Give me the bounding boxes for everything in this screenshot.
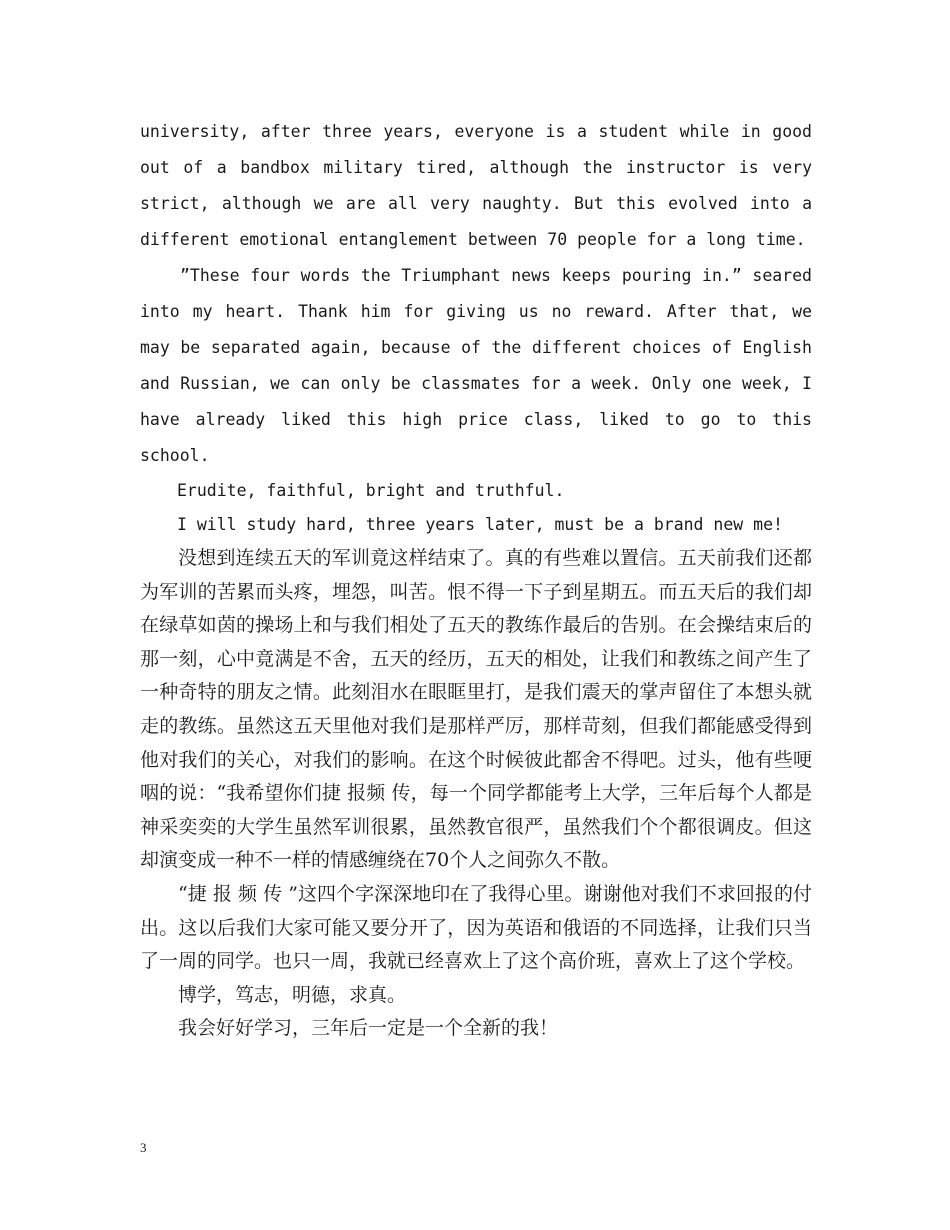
english-closing: I will study hard, three years later, must be a brand new me! <box>177 515 783 534</box>
chinese-closing: 我会好好学习，三年后一定是一个全新的我！ <box>178 1017 559 1040</box>
english-paragraph-1: university, after three years, everyone is a student while in good out of a bandbox military tired, although the instructor is very strict, although we are all very naughty. But this evolved into a different emotional entanglement between 70 people for a long time. <box>140 122 812 249</box>
page-number: 3 <box>140 1140 147 1155</box>
chinese-paragraph-1: 没想到连续五天的军训竟这样结束了。真的有些难以置信。五天前我们还都为军训的苦累而头疼，埋怨，叫苦。恨不得一下子到星期五。而五天后的我们却在绿草如茵的操场上和与我们相处了五天的教练作最后的告别。在会操结束后的那一刻，心中竟满是不舍，五天的经历，五天的相处，让我们和教练之间产生了一种奇特的朋友之情。此刻泪水在眼眶里打，是我们震天的掌声留住了本想头就走的教练。虽然这五天里他对我们是那样严厉，那样苛刻，但我们都能感受得到他对我们的关心，对我们的影响。在这个时候彼此都舍不得吧。过头，他有些哽咽的说：“我希望你们捷 报频 传，每一个同学都能考上大学，三年后每个人都是神采奕奕的大学生虽然军训很累，虽然教官很严，虽然我们个个都很调皮。但这却演变成一种不一样的情感缠绕在70个人之间弥久不散。 <box>140 547 812 872</box>
english-paragraph-2: ”These four words the Triumphant news keeps pouring in.” seared into my heart. Thank him for giving us no reward. After that, we may be separated again, because of the different choices of English and Russian, we can only be classmates for a week. Only one week, I have already liked this high price class, liked to go to this school. <box>140 266 812 465</box>
english-motto: Erudite, faithful, bright and truthful. <box>177 481 565 500</box>
page-body <box>140 114 812 1046</box>
chinese-motto: 博学，笃志，明德，求真。 <box>178 983 407 1006</box>
chinese-paragraph-2: “捷 报 频 传 ”这四个字深深地印在了我得心里。谢谢他对我们不求回报的付出。这以后我们大家可能又要分开了，因为英语和俄语的不同选择，让我们只当了一周的同学。也只一周，我就已经喜欢上了这个高价班，喜欢上了这个学校。 <box>140 882 812 973</box>
